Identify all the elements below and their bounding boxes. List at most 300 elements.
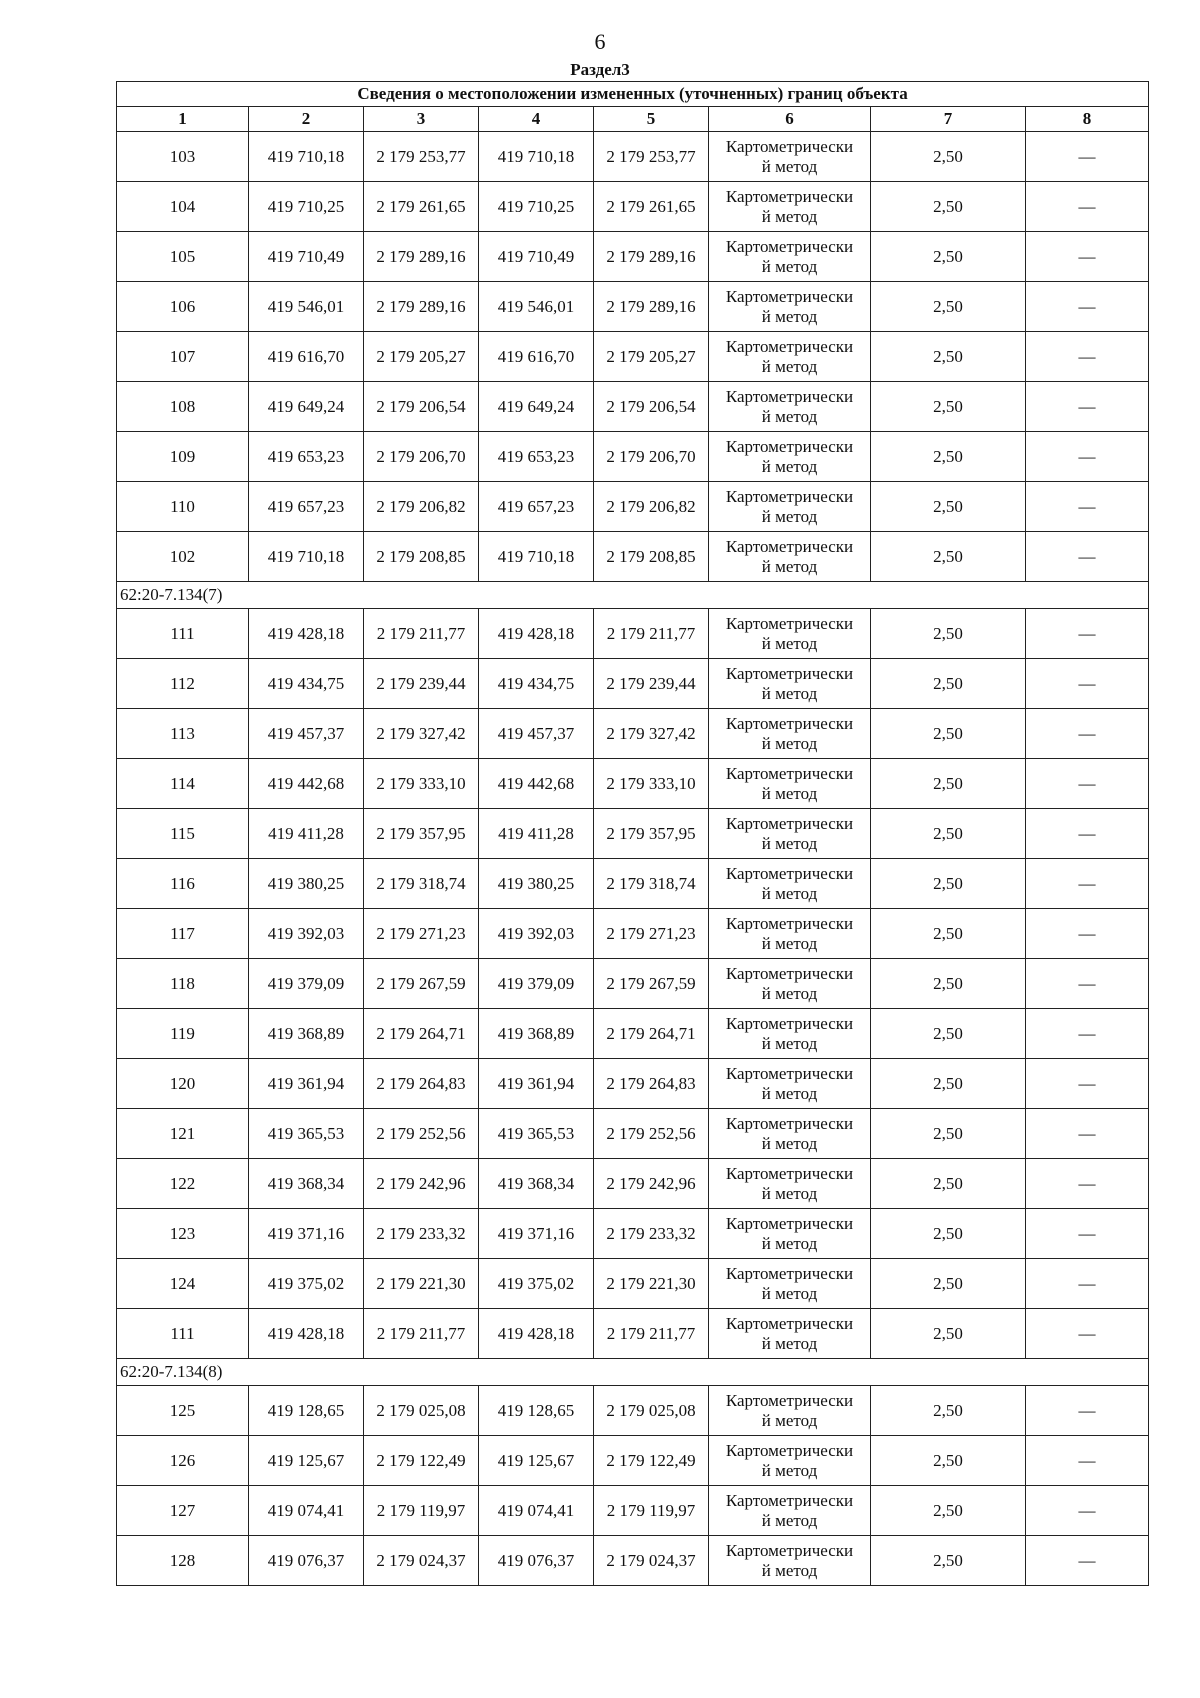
method-text: й метод — [761, 1410, 818, 1430]
method-text: й метод — [761, 683, 818, 703]
method-text: й метод — [761, 406, 818, 426]
table-row — [117, 609, 1149, 659]
point-number-cell: 114 — [117, 759, 249, 809]
point-number-cell: 122 — [117, 1159, 249, 1209]
table-row — [117, 1259, 1149, 1309]
refined-y-cell: 2 179 206,82 — [594, 482, 709, 532]
point-number-cell: 111 — [117, 1309, 249, 1359]
description-cell: — — [1026, 1486, 1149, 1536]
refined-x-cell: 419 710,18 — [479, 132, 594, 182]
table-row — [117, 759, 1149, 809]
table-row — [117, 1009, 1149, 1059]
existing-x-cell: 419 380,25 — [249, 859, 364, 909]
method-cell — [709, 1009, 871, 1059]
existing-x-cell: 419 442,68 — [249, 759, 364, 809]
method-text: й метод — [761, 633, 818, 653]
accuracy-cell: 2,50 — [871, 332, 1026, 382]
existing-x-cell: 419 392,03 — [249, 909, 364, 959]
method-cell — [709, 1309, 871, 1359]
refined-y-cell: 2 179 119,97 — [594, 1486, 709, 1536]
method-text: й метод — [761, 1033, 818, 1053]
existing-y-cell: 2 179 206,70 — [364, 432, 479, 482]
existing-y-cell: 2 179 242,96 — [364, 1159, 479, 1209]
table-title-row — [117, 82, 1149, 107]
description-cell: — — [1026, 1109, 1149, 1159]
refined-y-cell: 2 179 318,74 — [594, 859, 709, 909]
existing-y-cell: 2 179 357,95 — [364, 809, 479, 859]
table-row — [117, 859, 1149, 909]
refined-x-cell: 419 074,41 — [479, 1486, 594, 1536]
point-number-cell: 105 — [117, 232, 249, 282]
column-number-3: 3 — [364, 107, 479, 132]
point-number-cell: 125 — [117, 1386, 249, 1436]
method-text: й метод — [761, 1083, 818, 1103]
refined-y-cell: 2 179 264,71 — [594, 1009, 709, 1059]
accuracy-cell: 2,50 — [871, 659, 1026, 709]
method-text: Картометрически — [725, 1313, 854, 1333]
description-cell: — — [1026, 659, 1149, 709]
refined-y-cell: 2 179 211,77 — [594, 1309, 709, 1359]
refined-y-cell: 2 179 261,65 — [594, 182, 709, 232]
table-row — [117, 132, 1149, 182]
method-text: Картометрически — [725, 286, 854, 306]
method-cell — [709, 1059, 871, 1109]
point-number-cell: 115 — [117, 809, 249, 859]
method-text: Картометрически — [725, 1390, 854, 1410]
method-text: й метод — [761, 1183, 818, 1203]
point-number-cell: 116 — [117, 859, 249, 909]
existing-y-cell: 2 179 253,77 — [364, 132, 479, 182]
point-number-cell: 106 — [117, 282, 249, 332]
refined-x-cell: 419 368,34 — [479, 1159, 594, 1209]
method-cell — [709, 1159, 871, 1209]
description-cell: — — [1026, 1436, 1149, 1486]
point-number-cell: 126 — [117, 1436, 249, 1486]
existing-x-cell: 419 125,67 — [249, 1436, 364, 1486]
refined-y-cell: 2 179 289,16 — [594, 232, 709, 282]
description-cell: — — [1026, 1159, 1149, 1209]
table-row — [117, 432, 1149, 482]
refined-x-cell: 419 380,25 — [479, 859, 594, 909]
method-text: й метод — [761, 983, 818, 1003]
method-text: Картометрически — [725, 963, 854, 983]
existing-x-cell: 419 128,65 — [249, 1386, 364, 1436]
point-number-cell: 111 — [117, 609, 249, 659]
accuracy-cell: 2,50 — [871, 382, 1026, 432]
refined-y-cell: 2 179 242,96 — [594, 1159, 709, 1209]
existing-x-cell: 419 434,75 — [249, 659, 364, 709]
point-number-cell: 123 — [117, 1209, 249, 1259]
existing-y-cell: 2 179 333,10 — [364, 759, 479, 809]
table-row — [117, 1536, 1149, 1586]
method-text: Картометрически — [725, 236, 854, 256]
table-row — [117, 1486, 1149, 1536]
method-cell — [709, 382, 871, 432]
refined-x-cell: 419 392,03 — [479, 909, 594, 959]
coordinates-table — [116, 81, 1149, 1586]
refined-x-cell: 419 710,49 — [479, 232, 594, 282]
method-cell — [709, 1109, 871, 1159]
point-number-cell: 110 — [117, 482, 249, 532]
column-number-8: 8 — [1026, 107, 1149, 132]
refined-x-cell: 419 428,18 — [479, 1309, 594, 1359]
existing-x-cell: 419 710,18 — [249, 132, 364, 182]
existing-x-cell: 419 361,94 — [249, 1059, 364, 1109]
accuracy-cell: 2,50 — [871, 1159, 1026, 1209]
method-text: Картометрически — [725, 613, 854, 633]
description-cell: — — [1026, 182, 1149, 232]
existing-y-cell: 2 179 206,54 — [364, 382, 479, 432]
existing-y-cell: 2 179 264,83 — [364, 1059, 479, 1109]
existing-x-cell: 419 368,89 — [249, 1009, 364, 1059]
description-cell: — — [1026, 709, 1149, 759]
accuracy-cell: 2,50 — [871, 1486, 1026, 1536]
point-number-cell: 127 — [117, 1486, 249, 1536]
refined-x-cell: 419 657,23 — [479, 482, 594, 532]
existing-y-cell: 2 179 025,08 — [364, 1386, 479, 1436]
page-number: 6 — [594, 29, 606, 54]
refined-x-cell: 419 653,23 — [479, 432, 594, 482]
refined-y-cell: 2 179 327,42 — [594, 709, 709, 759]
accuracy-cell: 2,50 — [871, 1109, 1026, 1159]
point-number-cell: 113 — [117, 709, 249, 759]
method-text: Картометрически — [725, 536, 854, 556]
method-text: й метод — [761, 1560, 818, 1580]
point-number-cell: 109 — [117, 432, 249, 482]
refined-y-cell: 2 179 025,08 — [594, 1386, 709, 1436]
point-number-cell: 119 — [117, 1009, 249, 1059]
method-text: й метод — [761, 1510, 818, 1530]
method-cell — [709, 609, 871, 659]
column-number-7: 7 — [871, 107, 1026, 132]
method-text: й метод — [761, 506, 818, 526]
method-text: Картометрически — [725, 1163, 854, 1183]
method-cell — [709, 1259, 871, 1309]
refined-y-cell: 2 179 253,77 — [594, 132, 709, 182]
existing-y-cell: 2 179 119,97 — [364, 1486, 479, 1536]
table-row — [117, 659, 1149, 709]
method-text: Картометрически — [725, 763, 854, 783]
point-number-cell: 112 — [117, 659, 249, 709]
table-row — [117, 1386, 1149, 1436]
refined-y-cell: 2 179 289,16 — [594, 282, 709, 332]
column-number-row — [117, 107, 1149, 132]
method-text: Картометрически — [725, 336, 854, 356]
method-text: Картометрически — [725, 663, 854, 683]
accuracy-cell: 2,50 — [871, 1259, 1026, 1309]
refined-y-cell: 2 179 205,27 — [594, 332, 709, 382]
existing-y-cell: 2 179 221,30 — [364, 1259, 479, 1309]
existing-y-cell: 2 179 205,27 — [364, 332, 479, 382]
method-text: й метод — [761, 833, 818, 853]
section-title: Раздел3 — [570, 60, 630, 79]
method-text: Картометрически — [725, 1263, 854, 1283]
existing-x-cell: 419 428,18 — [249, 1309, 364, 1359]
method-cell — [709, 1536, 871, 1586]
existing-y-cell: 2 179 318,74 — [364, 859, 479, 909]
accuracy-cell: 2,50 — [871, 759, 1026, 809]
method-text: й метод — [761, 156, 818, 176]
refined-y-cell: 2 179 239,44 — [594, 659, 709, 709]
table-row — [117, 482, 1149, 532]
accuracy-cell: 2,50 — [871, 959, 1026, 1009]
existing-y-cell: 2 179 211,77 — [364, 1309, 479, 1359]
method-text: Картометрически — [725, 813, 854, 833]
existing-x-cell: 419 710,49 — [249, 232, 364, 282]
column-number-1: 1 — [117, 107, 249, 132]
method-cell — [709, 709, 871, 759]
refined-x-cell: 419 128,65 — [479, 1386, 594, 1436]
description-cell: — — [1026, 132, 1149, 182]
method-text: й метод — [761, 933, 818, 953]
refined-x-cell: 419 546,01 — [479, 282, 594, 332]
description-cell: — — [1026, 809, 1149, 859]
point-number-cell: 128 — [117, 1536, 249, 1586]
method-text: Картометрически — [725, 713, 854, 733]
refined-y-cell: 2 179 252,56 — [594, 1109, 709, 1159]
point-number-cell: 102 — [117, 532, 249, 582]
description-cell: — — [1026, 1309, 1149, 1359]
existing-x-cell: 419 375,02 — [249, 1259, 364, 1309]
table-row — [117, 959, 1149, 1009]
column-number-5: 5 — [594, 107, 709, 132]
contour-label-row — [117, 1359, 1149, 1386]
refined-y-cell: 2 179 267,59 — [594, 959, 709, 1009]
method-cell — [709, 909, 871, 959]
refined-x-cell: 419 361,94 — [479, 1059, 594, 1109]
point-number-cell: 118 — [117, 959, 249, 1009]
existing-x-cell: 419 657,23 — [249, 482, 364, 532]
existing-y-cell: 2 179 252,56 — [364, 1109, 479, 1159]
accuracy-cell: 2,50 — [871, 809, 1026, 859]
description-cell: — — [1026, 1536, 1149, 1586]
refined-x-cell: 419 371,16 — [479, 1209, 594, 1259]
table-row — [117, 1209, 1149, 1259]
point-number-cell: 121 — [117, 1109, 249, 1159]
table-row — [117, 1059, 1149, 1109]
method-text: Картометрически — [725, 913, 854, 933]
point-number-cell: 124 — [117, 1259, 249, 1309]
refined-x-cell: 419 616,70 — [479, 332, 594, 382]
table-row — [117, 282, 1149, 332]
method-text: Картометрически — [725, 1113, 854, 1133]
method-cell — [709, 1209, 871, 1259]
method-text: й метод — [761, 1460, 818, 1480]
existing-x-cell: 419 710,18 — [249, 532, 364, 582]
method-cell — [709, 959, 871, 1009]
description-cell: — — [1026, 382, 1149, 432]
method-text: Картометрически — [725, 186, 854, 206]
refined-x-cell: 419 457,37 — [479, 709, 594, 759]
method-text: Картометрически — [725, 486, 854, 506]
method-text: й метод — [761, 206, 818, 226]
method-text: й метод — [761, 256, 818, 276]
method-cell — [709, 132, 871, 182]
contour-label: 62:20-7.134(8) — [117, 1359, 1149, 1386]
existing-y-cell: 2 179 289,16 — [364, 282, 479, 332]
method-text: Картометрически — [725, 1440, 854, 1460]
existing-y-cell: 2 179 271,23 — [364, 909, 479, 959]
description-cell: — — [1026, 332, 1149, 382]
method-cell — [709, 1486, 871, 1536]
description-cell: — — [1026, 532, 1149, 582]
table-row — [117, 709, 1149, 759]
method-text: й метод — [761, 306, 818, 326]
existing-x-cell: 419 074,41 — [249, 1486, 364, 1536]
refined-y-cell: 2 179 206,54 — [594, 382, 709, 432]
refined-x-cell: 419 434,75 — [479, 659, 594, 709]
method-text: й метод — [761, 883, 818, 903]
accuracy-cell: 2,50 — [871, 909, 1026, 959]
method-text: й метод — [761, 1283, 818, 1303]
accuracy-cell: 2,50 — [871, 1209, 1026, 1259]
description-cell: — — [1026, 1386, 1149, 1436]
accuracy-cell: 2,50 — [871, 859, 1026, 909]
method-cell — [709, 859, 871, 909]
method-cell — [709, 282, 871, 332]
refined-y-cell: 2 179 221,30 — [594, 1259, 709, 1309]
description-cell: — — [1026, 232, 1149, 282]
description-cell: — — [1026, 432, 1149, 482]
existing-x-cell: 419 649,24 — [249, 382, 364, 432]
method-cell — [709, 432, 871, 482]
column-number-4: 4 — [479, 107, 594, 132]
table-row — [117, 809, 1149, 859]
point-number-cell: 117 — [117, 909, 249, 959]
method-text: Картометрически — [725, 1540, 854, 1560]
method-text: Картометрически — [725, 386, 854, 406]
refined-x-cell: 419 076,37 — [479, 1536, 594, 1586]
method-cell — [709, 482, 871, 532]
point-number-cell: 104 — [117, 182, 249, 232]
refined-y-cell: 2 179 206,70 — [594, 432, 709, 482]
refined-x-cell: 419 442,68 — [479, 759, 594, 809]
existing-y-cell: 2 179 327,42 — [364, 709, 479, 759]
refined-y-cell: 2 179 333,10 — [594, 759, 709, 809]
description-cell: — — [1026, 959, 1149, 1009]
method-cell — [709, 809, 871, 859]
method-cell — [709, 1436, 871, 1486]
refined-x-cell: 419 428,18 — [479, 609, 594, 659]
method-text: й метод — [761, 556, 818, 576]
refined-x-cell: 419 368,89 — [479, 1009, 594, 1059]
existing-y-cell: 2 179 289,16 — [364, 232, 479, 282]
description-cell: — — [1026, 859, 1149, 909]
method-text: Картометрически — [725, 863, 854, 883]
existing-x-cell: 419 365,53 — [249, 1109, 364, 1159]
method-text: Картометрически — [725, 1013, 854, 1033]
accuracy-cell: 2,50 — [871, 1009, 1026, 1059]
method-text: й метод — [761, 456, 818, 476]
refined-y-cell: 2 179 024,37 — [594, 1536, 709, 1586]
accuracy-cell: 2,50 — [871, 609, 1026, 659]
existing-x-cell: 419 546,01 — [249, 282, 364, 332]
refined-x-cell: 419 375,02 — [479, 1259, 594, 1309]
table-title: Сведения о местоположении измененных (уточненных) границ объекта — [117, 82, 1149, 107]
method-text: й метод — [761, 733, 818, 753]
existing-x-cell: 419 076,37 — [249, 1536, 364, 1586]
refined-x-cell: 419 649,24 — [479, 382, 594, 432]
table-row — [117, 232, 1149, 282]
existing-y-cell: 2 179 024,37 — [364, 1536, 479, 1586]
accuracy-cell: 2,50 — [871, 482, 1026, 532]
existing-y-cell: 2 179 261,65 — [364, 182, 479, 232]
existing-y-cell: 2 179 208,85 — [364, 532, 479, 582]
existing-x-cell: 419 428,18 — [249, 609, 364, 659]
description-cell: — — [1026, 482, 1149, 532]
point-number-cell: 103 — [117, 132, 249, 182]
method-cell — [709, 1386, 871, 1436]
table-row — [117, 1309, 1149, 1359]
accuracy-cell: 2,50 — [871, 182, 1026, 232]
table-row — [117, 532, 1149, 582]
method-text: й метод — [761, 1333, 818, 1353]
existing-y-cell: 2 179 122,49 — [364, 1436, 479, 1486]
refined-x-cell: 419 411,28 — [479, 809, 594, 859]
description-cell: — — [1026, 609, 1149, 659]
refined-y-cell: 2 179 208,85 — [594, 532, 709, 582]
method-text: Картометрически — [725, 1063, 854, 1083]
method-text: Картометрически — [725, 1213, 854, 1233]
existing-y-cell: 2 179 206,82 — [364, 482, 479, 532]
refined-y-cell: 2 179 264,83 — [594, 1059, 709, 1109]
existing-y-cell: 2 179 211,77 — [364, 609, 479, 659]
point-number-cell: 120 — [117, 1059, 249, 1109]
existing-x-cell: 419 379,09 — [249, 959, 364, 1009]
existing-x-cell: 419 710,25 — [249, 182, 364, 232]
method-cell — [709, 659, 871, 709]
table-row — [117, 332, 1149, 382]
method-text: й метод — [761, 783, 818, 803]
refined-y-cell: 2 179 271,23 — [594, 909, 709, 959]
accuracy-cell: 2,50 — [871, 232, 1026, 282]
method-cell — [709, 232, 871, 282]
refined-x-cell: 419 365,53 — [479, 1109, 594, 1159]
contour-label-row — [117, 582, 1149, 609]
accuracy-cell: 2,50 — [871, 709, 1026, 759]
accuracy-cell: 2,50 — [871, 1059, 1026, 1109]
point-number-cell: 108 — [117, 382, 249, 432]
description-cell: — — [1026, 1059, 1149, 1109]
table-row — [117, 382, 1149, 432]
refined-y-cell: 2 179 233,32 — [594, 1209, 709, 1259]
existing-y-cell: 2 179 264,71 — [364, 1009, 479, 1059]
contour-label: 62:20-7.134(7) — [117, 582, 1149, 609]
accuracy-cell: 2,50 — [871, 1386, 1026, 1436]
existing-y-cell: 2 179 239,44 — [364, 659, 479, 709]
method-text: Картометрически — [725, 1490, 854, 1510]
refined-x-cell: 419 125,67 — [479, 1436, 594, 1486]
method-cell — [709, 532, 871, 582]
point-number-cell: 107 — [117, 332, 249, 382]
accuracy-cell: 2,50 — [871, 282, 1026, 332]
existing-x-cell: 419 457,37 — [249, 709, 364, 759]
description-cell: — — [1026, 1009, 1149, 1059]
method-text: Картометрически — [725, 436, 854, 456]
accuracy-cell: 2,50 — [871, 132, 1026, 182]
description-cell: — — [1026, 1259, 1149, 1309]
refined-y-cell: 2 179 211,77 — [594, 609, 709, 659]
existing-y-cell: 2 179 233,32 — [364, 1209, 479, 1259]
description-cell: — — [1026, 1209, 1149, 1259]
existing-y-cell: 2 179 267,59 — [364, 959, 479, 1009]
method-cell — [709, 759, 871, 809]
table-row — [117, 182, 1149, 232]
accuracy-cell: 2,50 — [871, 1309, 1026, 1359]
accuracy-cell: 2,50 — [871, 532, 1026, 582]
description-cell: — — [1026, 909, 1149, 959]
refined-x-cell: 419 379,09 — [479, 959, 594, 1009]
